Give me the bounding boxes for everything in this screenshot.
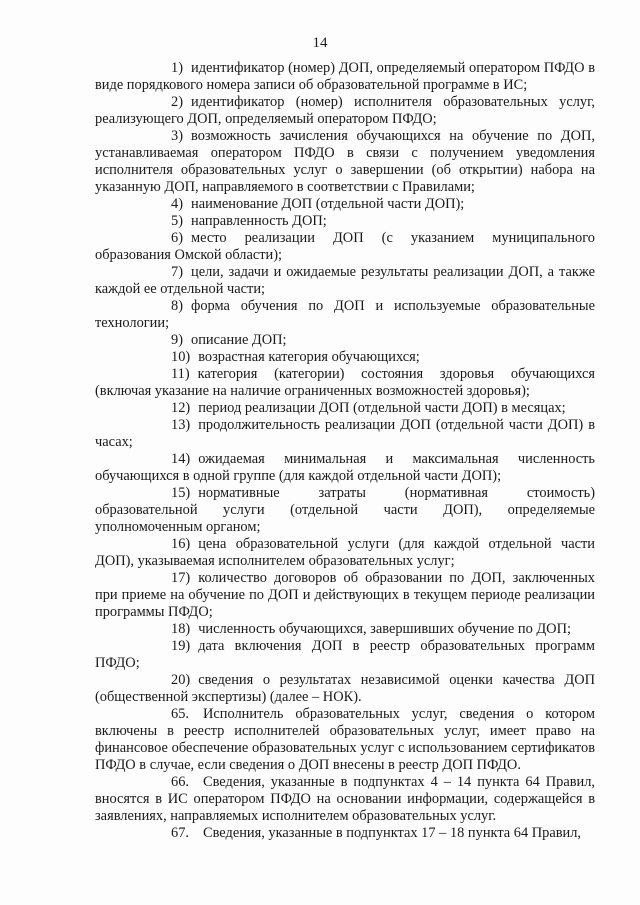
section-paragraph xyxy=(95,774,595,825)
list-item-number: 1) xyxy=(171,60,183,76)
list-item-number: 19) xyxy=(171,638,191,654)
list-item-number: 14) xyxy=(171,451,191,467)
list-item-text: место реализации ДОП (с указанием муниципального образования Омской области); xyxy=(95,230,595,263)
list-item-number: 17) xyxy=(171,570,191,586)
section-text: Сведения, указанные в подпунктах 4 – 14 пункта 64 Правил, вносятся в ИС оператором ПФДО на основании информации, содержащейся в заявлениях, направляемых исполнителем образовательных услуг. xyxy=(95,774,595,824)
document-body xyxy=(95,60,595,842)
section-number: 65. xyxy=(171,706,189,722)
list-item-number: 2) xyxy=(171,94,183,110)
list-item-number: 13) xyxy=(171,417,191,433)
list-item-text: возможность зачисления обучающихся на обучение по ДОП, устанавливаемая оператором ПФДО в связи с получением уведомления исполнителя образовательных услуг о завершении (об открытии) набора на указанную ДОП, направляемого в соответствии с Правилами; xyxy=(95,128,595,195)
list-item xyxy=(95,536,595,570)
section-text: Исполнитель образовательных услуг, сведения о котором включены в реестр исполнителей образовательных услуг, имеет право на финансовое обеспечение образовательных услуг с использованием сертификатов ПФДО в случае, если сведения о ДОП внесены в реестр ДОП ПФДО. xyxy=(95,706,595,773)
list-item xyxy=(95,196,595,213)
section-paragraph xyxy=(95,706,595,774)
list-item-text: ожидаемая минимальная и максимальная численность обучающихся в одной группе (для каждой отдельной части ДОП); xyxy=(95,451,595,484)
list-item-text: категория (категории) состояния здоровья обучающихся (включая указание на наличие ограниченных возможностей здоровья); xyxy=(95,366,595,399)
list-item-number: 8) xyxy=(171,298,183,314)
section-number: 67. xyxy=(171,825,189,841)
section-paragraph xyxy=(95,825,595,842)
list-item-text: идентификатор (номер) ДОП, определяемый оператором ПФДО в виде порядкового номера записи об образовательной программе в ИС; xyxy=(95,60,595,93)
list-item-text: описание ДОП; xyxy=(191,332,287,348)
list-item-text: идентификатор (номер) исполнителя образовательных услуг, реализующего ДОП, определяемый оператором ПФДО; xyxy=(95,94,595,127)
list-item-number: 20) xyxy=(171,672,191,688)
list-item-number: 10) xyxy=(171,349,191,365)
list-item xyxy=(95,213,595,230)
list-item-number: 11) xyxy=(171,366,190,382)
list-item-text: возрастная категория обучающихся; xyxy=(198,349,420,365)
list-item-number: 12) xyxy=(171,400,191,416)
list-item-number: 15) xyxy=(171,485,191,501)
list-item xyxy=(95,400,595,417)
list-item xyxy=(95,366,595,400)
list-item xyxy=(95,332,595,349)
list-item-number: 3) xyxy=(171,128,183,144)
list-item xyxy=(95,128,595,196)
list-item-text: дата включения ДОП в реестр образовательных программ ПФДО; xyxy=(95,638,595,671)
list-item-text: наименование ДОП (отдельной части ДОП); xyxy=(191,196,465,212)
list-item-number: 9) xyxy=(171,332,183,348)
section-number: 66. xyxy=(171,774,189,790)
list-item-text: цена образовательной услуги (для каждой отдельной части ДОП), указываемая исполнителем образовательных услуг; xyxy=(95,536,595,569)
list-item-text: период реализации ДОП (отдельной части ДОП) в месяцах; xyxy=(198,400,566,416)
list-item xyxy=(95,621,595,638)
list-item-text: направленность ДОП; xyxy=(191,213,327,229)
list-item-text: нормативные затраты (нормативная стоимость) образовательной услуги (отдельной части ДОП), определяемые уполномоченным органом; xyxy=(95,485,595,535)
list-item xyxy=(95,638,595,672)
list-item xyxy=(95,298,595,332)
list-item xyxy=(95,570,595,621)
list-item xyxy=(95,94,595,128)
list-item xyxy=(95,349,595,366)
list-item-number: 5) xyxy=(171,213,183,229)
list-item-text: численность обучающихся, завершивших обучение по ДОП; xyxy=(198,621,571,637)
list-item xyxy=(95,417,595,451)
list-item xyxy=(95,485,595,536)
list-item xyxy=(95,264,595,298)
list-item-number: 4) xyxy=(171,196,183,212)
list-item xyxy=(95,60,595,94)
list-item-text: количество договоров об образовании по ДОП, заключенных при приеме на обучение по ДОП и действующих в текущем периоде реализации программы ПФДО; xyxy=(95,570,595,620)
list-item-number: 18) xyxy=(171,621,191,637)
list-item-text: форма обучения по ДОП и используемые образовательные технологии; xyxy=(95,298,595,331)
list-item-text: сведения о результатах независимой оценки качества ДОП (общественной экспертизы) (далее – НОК). xyxy=(95,672,595,705)
list-item xyxy=(95,672,595,706)
list-item-text: цели, задачи и ожидаемые результаты реализации ДОП, а также каждой ее отдельной части; xyxy=(95,264,595,297)
list-item-number: 6) xyxy=(171,230,183,246)
page-number: 14 xyxy=(312,35,328,51)
list-item-number: 16) xyxy=(171,536,191,552)
list-item-text: продолжительность реализации ДОП (отдельной части ДОП) в часах; xyxy=(95,417,595,450)
list-item xyxy=(95,230,595,264)
section-text: Сведения, указанные в подпунктах 17 – 18 пункта 64 Правил, xyxy=(203,825,582,841)
list-item-number: 7) xyxy=(171,264,183,280)
list-item xyxy=(95,451,595,485)
